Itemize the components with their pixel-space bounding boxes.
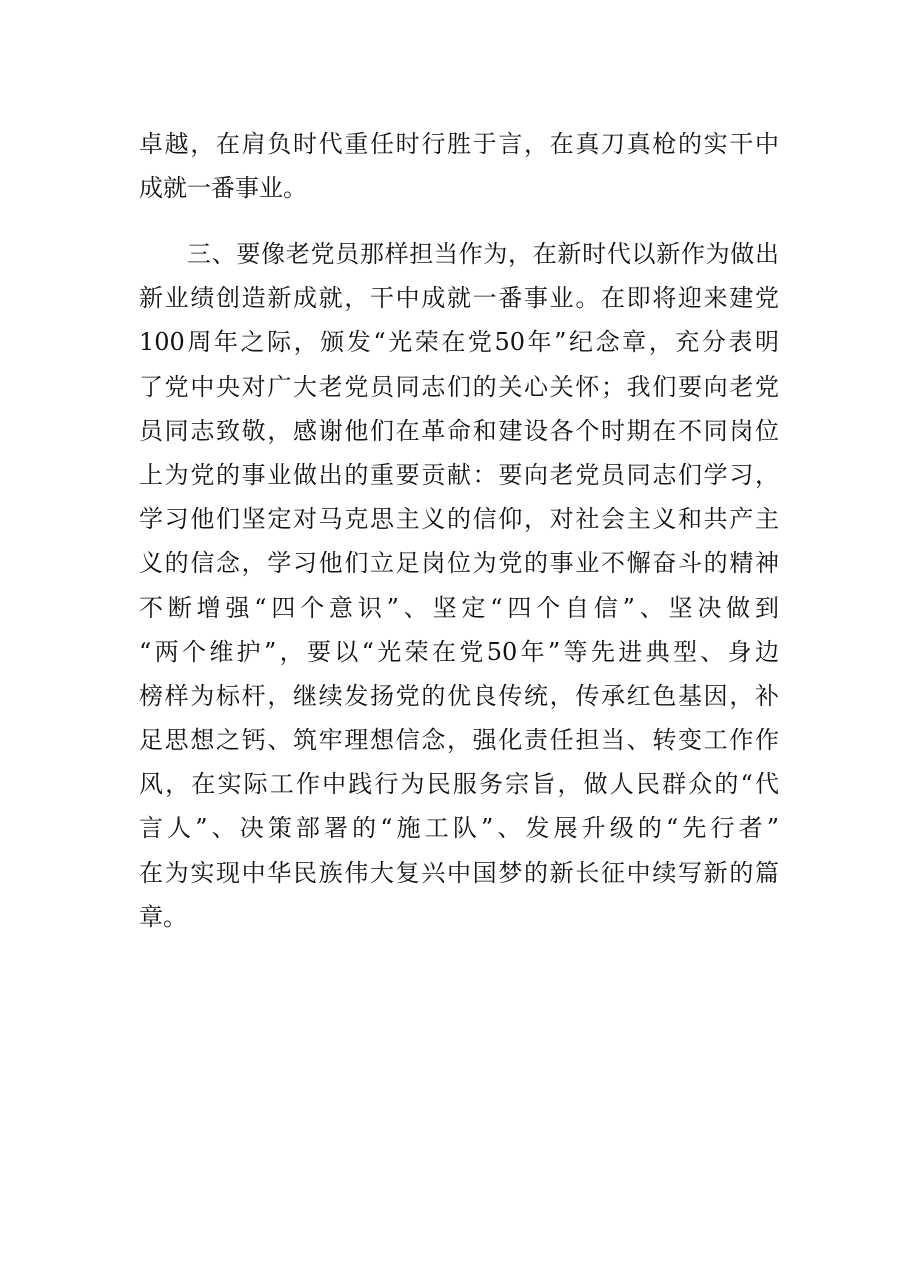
paragraph-line: 员同志致敬，感谢他们在革命和建设各个时期在不同岗位 bbox=[139, 416, 779, 445]
paragraph-line: 卓越，在肩负时代重任时行胜于言，在真刀真枪的实干中 bbox=[139, 130, 779, 158]
paragraph-line: 章。 bbox=[139, 902, 187, 931]
continuation-paragraph bbox=[139, 122, 779, 210]
paragraph-line: 言人”、决策部署的“施工队”、发展升级的“先行者” bbox=[139, 814, 779, 843]
paragraph-line: 风，在实际工作中践行为民服务宗旨，做人民群众的“代 bbox=[139, 770, 779, 799]
paragraph-line: 足思想之钙、筑牢理想信念，强化责任担当、转变工作作 bbox=[139, 726, 779, 755]
paragraph-line: 不断增强“四个意识”、坚定“四个自信”、坚决做到 bbox=[139, 593, 779, 622]
paragraph-line: 成就一番事业。 bbox=[139, 174, 307, 203]
paragraph-line: 新业绩创造新成就，干中成就一番事业。在即将迎来建党 bbox=[139, 284, 779, 313]
section-three-paragraph bbox=[139, 232, 779, 939]
paragraph-line: 三、要像老党员那样担当作为，在新时代以新作为做出 bbox=[187, 240, 779, 268]
paragraph-line: 学习他们坚定对马克思主义的信仰，对社会主义和共产主 bbox=[139, 505, 779, 534]
paragraph-line: 在为实现中华民族伟大复兴中国梦的新长征中续写新的篇 bbox=[139, 858, 779, 887]
paragraph-line: 上为党的事业做出的重要贡献：要向老党员同志们学习， bbox=[139, 460, 779, 489]
paragraph-line: 义的信念，学习他们立足岗位为党的事业不懈奋斗的精神 bbox=[139, 549, 779, 578]
paragraph-line: 榜样为标杆，继续发扬党的优良传统，传承红色基因，补 bbox=[139, 681, 779, 710]
paragraph-line: 了党中央对广大老党员同志们的关心关怀；我们要向老党 bbox=[139, 372, 779, 401]
paragraph-line: 100周年之际，颁发“光荣在党50年”纪念章，充分表明 bbox=[139, 328, 779, 357]
paragraph-line: “两个维护”，要以“光荣在党50年”等先进典型、身边 bbox=[139, 637, 779, 666]
